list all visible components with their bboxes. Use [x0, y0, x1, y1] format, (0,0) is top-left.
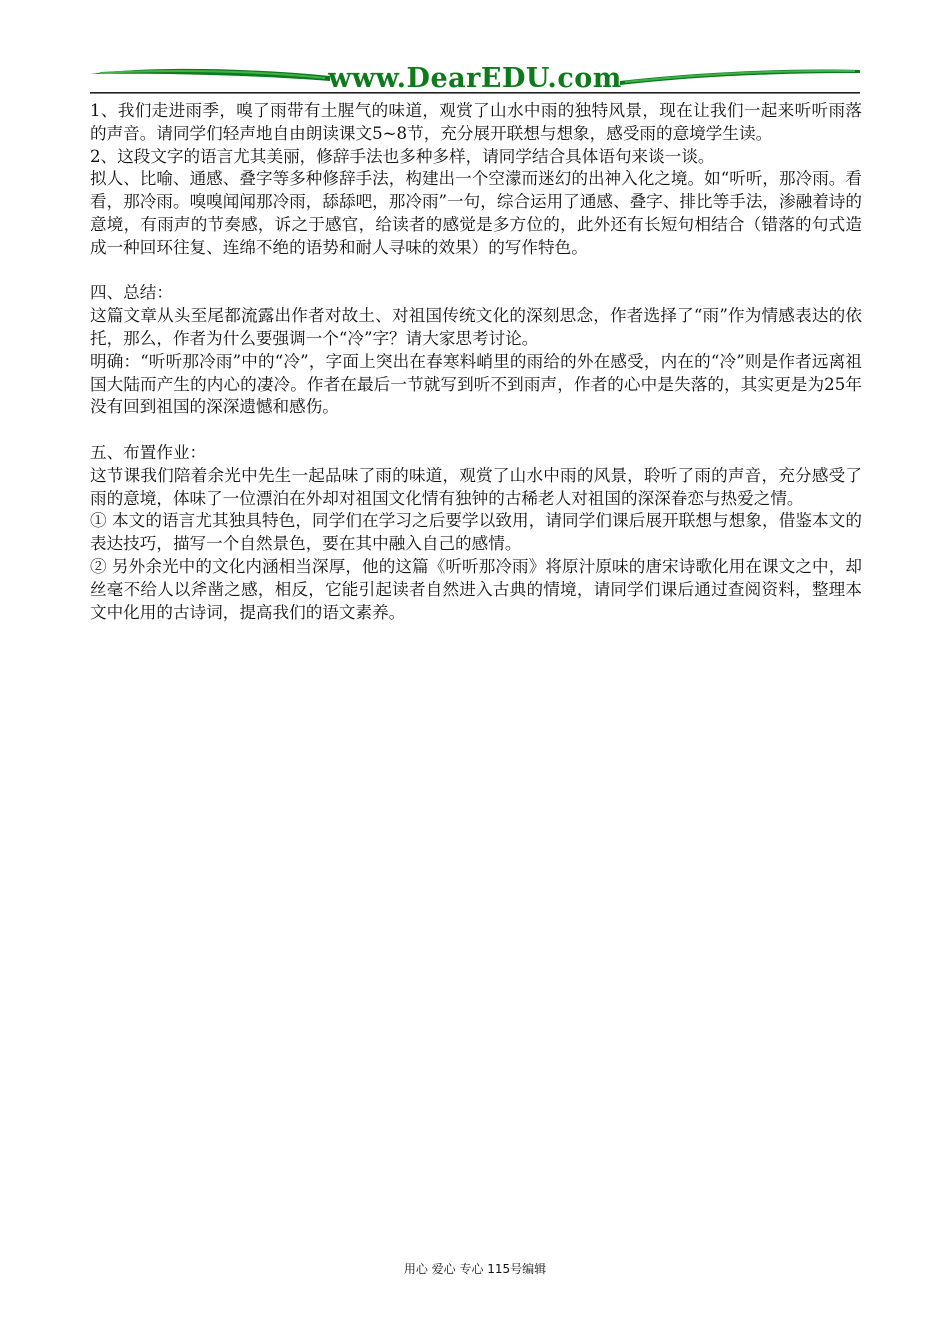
section-4-title: 四、总结： — [90, 283, 173, 303]
document-body — [90, 100, 862, 624]
paragraph-8: ② 另外余光中的文化内涵相当深厚，他的这篇《听听那冷雨》将原汁原味的唐宋诗歌化用在课文之中，却丝毫不给人以斧凿之感，相反，它能引起读者自然进入古典的情境，请同学们课后通过查阅资料，整理本文中化用的古诗词，提高我们的语文素养。 — [90, 556, 862, 622]
paragraph-7: ① 本文的语言尤其独具特色，同学们在学习之后要学以致用，请同学们课后展开联想与想象，借鉴本文的表达技巧，描写一个自然景色，要在其中融入自己的感情。 — [90, 511, 862, 554]
paragraph-5: 明确：“听听那冷雨”中的“冷”，字面上突出在春寒料峭里的雨给的外在感受，内在的“冷”则是作者远离祖国大陆而产生的内心的凄冷。作者在最后一节就写到听不到雨声，作者的心中是失落的，其实更是为25年没有回到祖国的深深遗憾和感伤。 — [90, 351, 862, 417]
paragraph-3: 拟人、比喻、通感、叠字等多种修辞手法，构建出一个空濛而迷幻的出神入化之境。如“听听，那冷雨。看看，那冷雨。嗅嗅闻闻那冷雨，舔舔吧，那冷雨”一句，综合运用了通感、叠字、排比等手法，渗融着诗的意境，有雨声的节奏感，诉之于感官，给读者的感觉是多方位的，此外还有长短句相结合（错落的句式造成一种回环往复、连绵不绝的语势和耐人寻味的效果）的写作特色。 — [90, 169, 862, 257]
site-logo: www.DearEDU.com — [328, 63, 622, 94]
paragraph-6: 这节课我们陪着余光中先生一起品味了雨的味道，观赏了山水中雨的风景，聆听了雨的声音，充分感受了雨的意境，体味了一位漂泊在外却对祖国文化情有独钟的古稀老人对祖国的深深眷恋与热爱之情。 — [90, 465, 862, 508]
paragraph-1: 1、我们走进雨季，嗅了雨带有土腥气的味道，观赏了山水中雨的独特风景，现在让我们一起来听听雨落的声音。请同学们轻声地自由朗读课文5~8节，充分展开联想与想象，感受雨的意境学生读。 — [90, 101, 862, 143]
section-5-title: 五、布置作业： — [90, 442, 207, 462]
page-footer: 用心 爱心 专心 115号编辑 — [403, 1262, 547, 1276]
spacer — [90, 260, 862, 283]
spacer — [90, 419, 862, 442]
paragraph-2: 2、这段文字的语言尤其美丽，修辞手法也多种多样，请同学结合具体语句来谈一谈。 — [90, 146, 715, 166]
page-header — [90, 62, 860, 96]
paragraph-4: 这篇文章从头至尾都流露出作者对故土、对祖国传统文化的深刻思念，作者选择了“雨”作为情感表达的依托，那么，作者为什么要强调一个“冷”字？请大家思考讨论。 — [90, 306, 862, 348]
